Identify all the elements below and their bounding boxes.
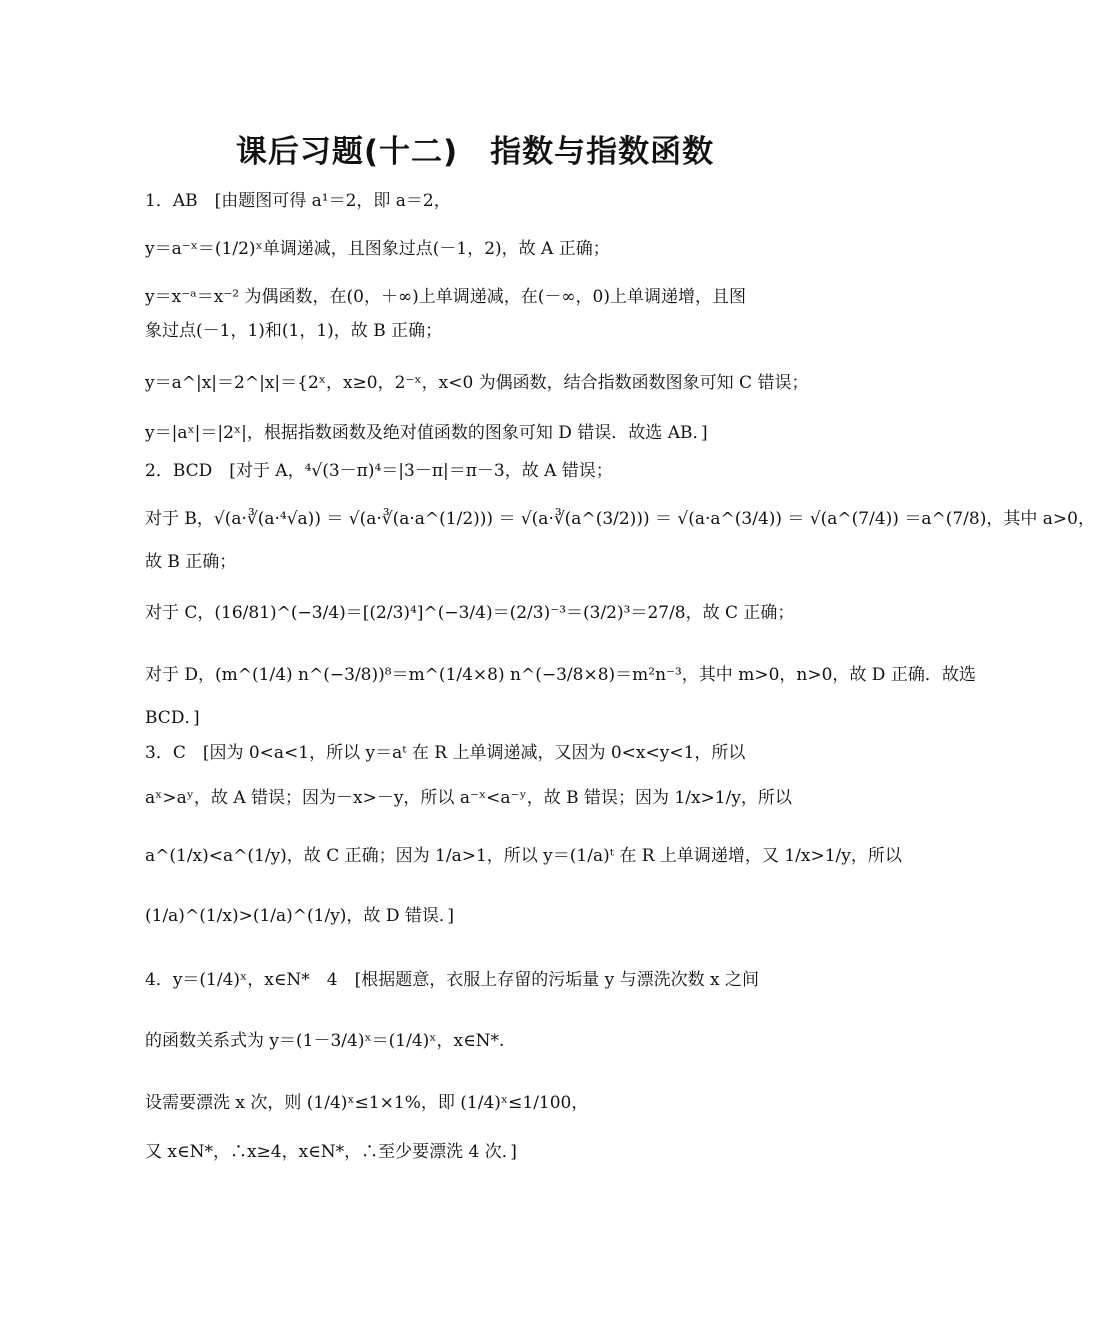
answer-4-line-3: 设需要漂洗 x 次，则 (1/4)ˣ≤1×1%，即 (1/4)ˣ≤1/100， (145, 1093, 589, 1113)
answer-4-line-2: 的函数关系式为 y＝(1－3/4)ˣ＝(1/4)ˣ，x∈N*. (145, 1031, 505, 1051)
answer-1-line-3: y＝x⁻ᵃ＝x⁻² 为偶函数，在(0，＋∞)上单调递减，在(－∞，0)上单调递增，且图 (145, 287, 746, 307)
answer-3-line-3: a^(1/x)<a^(1/y)，故 C 正确；因为 1/a>1，所以 y＝(1/a)ᵗ 在 R 上单调递增，又 1/x>1/y，所以 (145, 846, 902, 866)
answer-2-line-5: 对于 D，(m^(1/4) n^(−3/8))⁸＝m^(1/4×8) n^(−3/8×8)＝m²n⁻³，其中 m>0，n>0，故 D 正确．故选 (145, 665, 976, 685)
answer-2-line-3: 故 B 正确； (145, 552, 237, 572)
answer-2-line-2: 对于 B，√(a·∛(a·⁴√a)) ＝ √(a·∛(a·a^(1/2))) ＝ √(a·∛(a^(3/2))) ＝ √(a·a^(3/4)) ＝ √(a^(7/4)) ＝a^(7/8)，其中 a>0， (145, 509, 1095, 529)
answer-2-line-1: 2．BCD [对于 A，⁴√(3－π)⁴＝|3－π|＝π－3，故 A 错误； (145, 461, 613, 481)
answer-3-line-4: (1/a)^(1/x)>(1/a)^(1/y)，故 D 错误．] (145, 906, 454, 926)
page-title: 课后习题(十二) 指数与指数函数 (235, 134, 715, 170)
answer-2-line-6: BCD．] (145, 708, 200, 728)
answer-4-line-1: 4．y＝(1/4)ˣ，x∈N* 4 [根据题意，衣服上存留的污垢量 y 与漂洗次数 x 之间 (145, 970, 760, 990)
answer-4-line-4: 又 x∈N*，∴x≥4，x∈N*，∴至少要漂洗 4 次．] (145, 1142, 517, 1162)
answer-3-line-2: aˣ>aʸ，故 A 错误；因为－x>－y，所以 a⁻ˣ<a⁻ʸ，故 B 错误；因为 1/x>1/y，所以 (145, 788, 792, 808)
answer-1-line-1: 1．AB [由题图可得 a¹＝2，即 a＝2， (145, 191, 451, 211)
answer-3-line-1: 3．C [因为 0<a<1，所以 y＝aᵗ 在 R 上单调递减，又因为 0<x<y<1，所以 (145, 743, 746, 763)
answer-1-line-2: y＝a⁻ˣ＝(1/2)ˣ单调递减，且图象过点(－1，2)，故 A 正确； (145, 239, 610, 259)
answer-1-line-5: y＝a^|x|＝2^|x|＝{2ˣ，x≥0，2⁻ˣ，x<0 为偶函数，结合指数函数图象可知 C 错误； (145, 373, 809, 393)
answer-2-line-4: 对于 C，(16/81)^(−3/4)＝[(2/3)⁴]^(−3/4)＝(2/3)⁻³＝(3/2)³＝27/8，故 C 正确； (145, 603, 795, 623)
answer-1-line-6: y＝|aˣ|＝|2ˣ|，根据指数函数及绝对值函数的图象可知 D 错误．故选 AB．] (145, 423, 708, 443)
answer-1-line-4: 象过点(－1，1)和(1，1)，故 B 正确； (145, 321, 443, 341)
